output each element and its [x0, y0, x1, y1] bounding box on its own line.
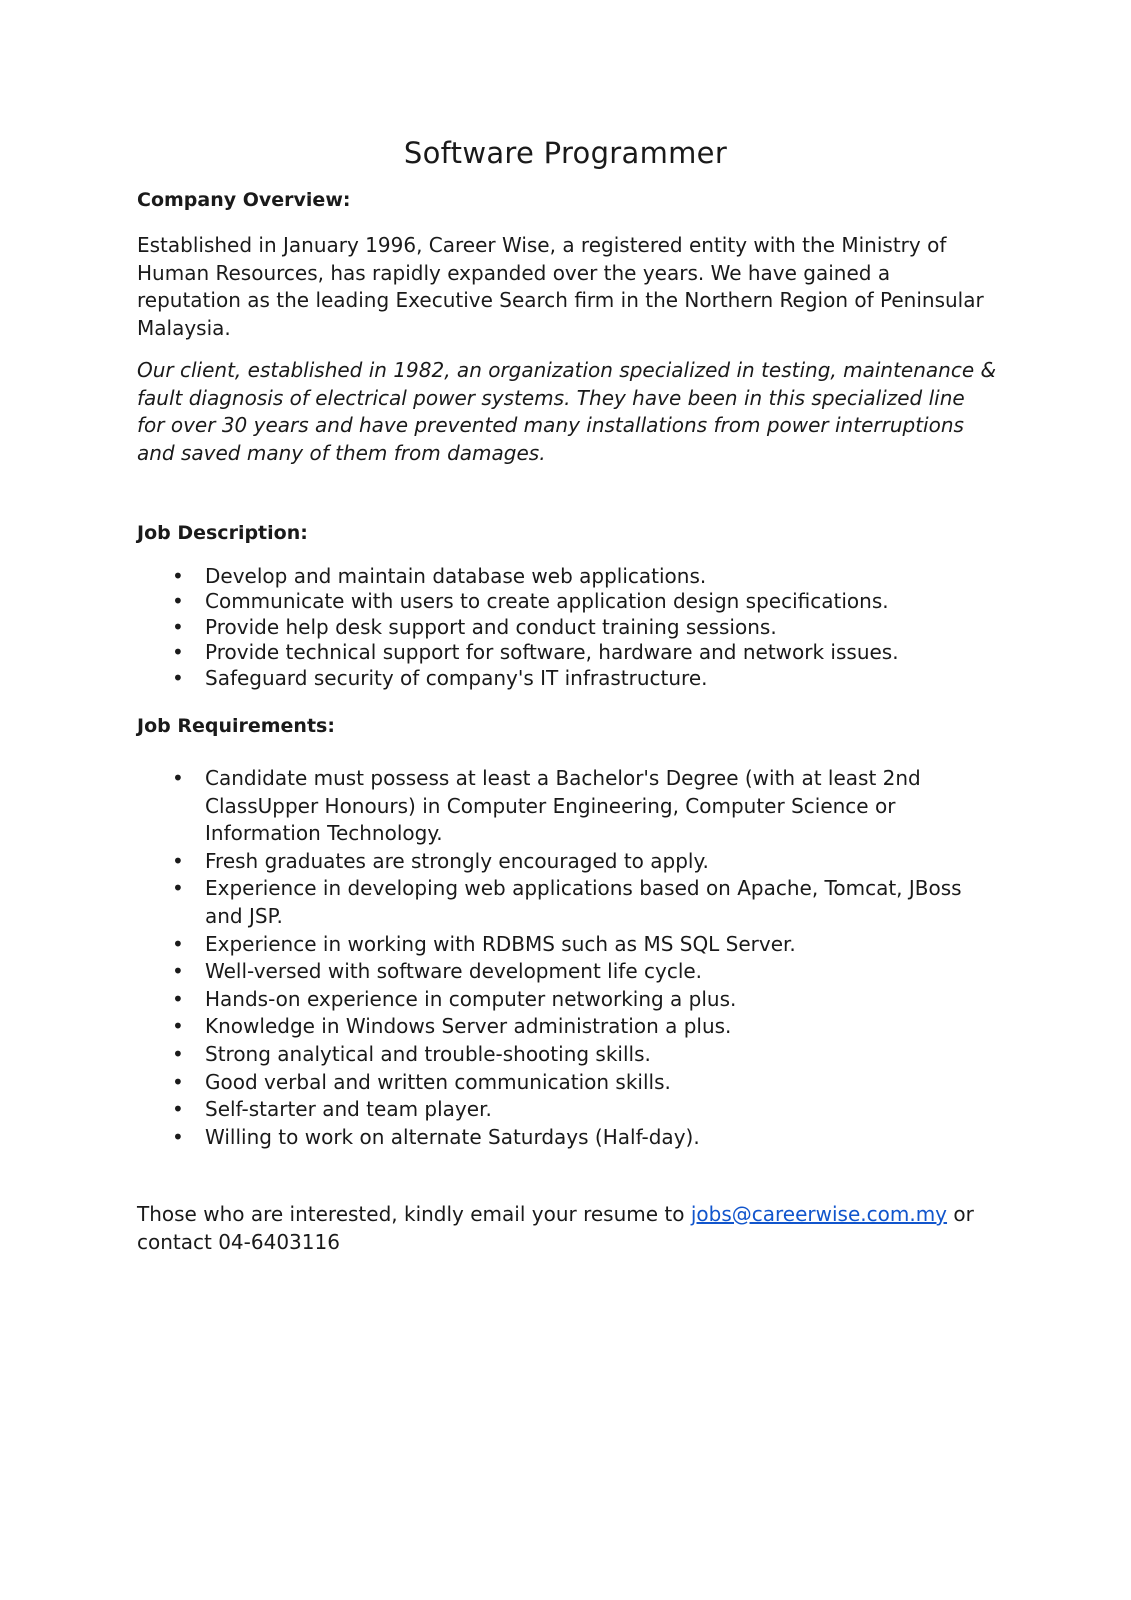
list-item: • Willing to work on alternate Saturdays (Half-day).	[137, 1124, 997, 1152]
list-item: • Safeguard security of company's IT infrastructure.	[137, 666, 997, 691]
list-item: • Good verbal and written communication skills.	[137, 1069, 997, 1097]
company-overview-heading: Company Overview:	[137, 189, 351, 211]
job-requirements-list	[137, 765, 997, 1151]
job-description-heading: Job Description:	[137, 522, 308, 544]
list-item: • Fresh graduates are strongly encouraged to apply.	[137, 848, 997, 876]
contact-text-after: or contact 04-6403116	[137, 1202, 974, 1254]
list-item: • Provide technical support for software, hardware and network issues.	[137, 640, 997, 665]
list-item: • Candidate must possess at least a Bachelor's Degree (with at least 2nd ClassUpper Honours) in Computer Engineering, Computer Science or Information Technology.	[137, 765, 997, 848]
list-item: • Provide help desk support and conduct training sessions.	[137, 615, 997, 640]
list-item: • Experience in developing web applications based on Apache, Tomcat, JBoss and JSP.	[137, 875, 997, 930]
list-item: • Develop and maintain database web applications.	[137, 564, 997, 589]
list-item: • Knowledge in Windows Server administration a plus.	[137, 1013, 997, 1041]
list-item: • Strong analytical and trouble-shooting skills.	[137, 1041, 997, 1069]
list-item: • Experience in working with RDBMS such as MS SQL Server.	[137, 931, 997, 959]
list-item: • Self-starter and team player.	[137, 1096, 997, 1124]
contact-text-before: Those who are interested, kindly email your resume to	[137, 1202, 691, 1226]
list-item: • Hands-on experience in computer networking a plus.	[137, 986, 997, 1014]
contact-paragraph	[137, 1201, 997, 1256]
email-link[interactable]: jobs@careerwise.com.my	[690, 1202, 948, 1226]
list-item: • Well-versed with software development life cycle.	[137, 958, 997, 986]
job-description-list	[137, 564, 997, 691]
company-overview-paragraph: Established in January 1996, Career Wise, a registered entity with the Ministry of Human Resources, has rapidly expanded over the years. We have gained a reputation as the leading Executive Search firm in the Northern Region of Peninsular Malaysia.	[137, 233, 984, 340]
client-overview-paragraph: Our client, established in 1982, an organization specialized in testing, maintenance & fault diagnosis of electrical power systems. They have been in this specialized line for over 30 years and have prevented many installations from power interruptions and saved many of them from damages.	[137, 358, 997, 465]
job-requirements-heading: Job Requirements:	[137, 715, 335, 737]
page-title: Software Programmer	[403, 136, 728, 170]
list-item: • Communicate with users to create application design specifications.	[137, 589, 997, 614]
